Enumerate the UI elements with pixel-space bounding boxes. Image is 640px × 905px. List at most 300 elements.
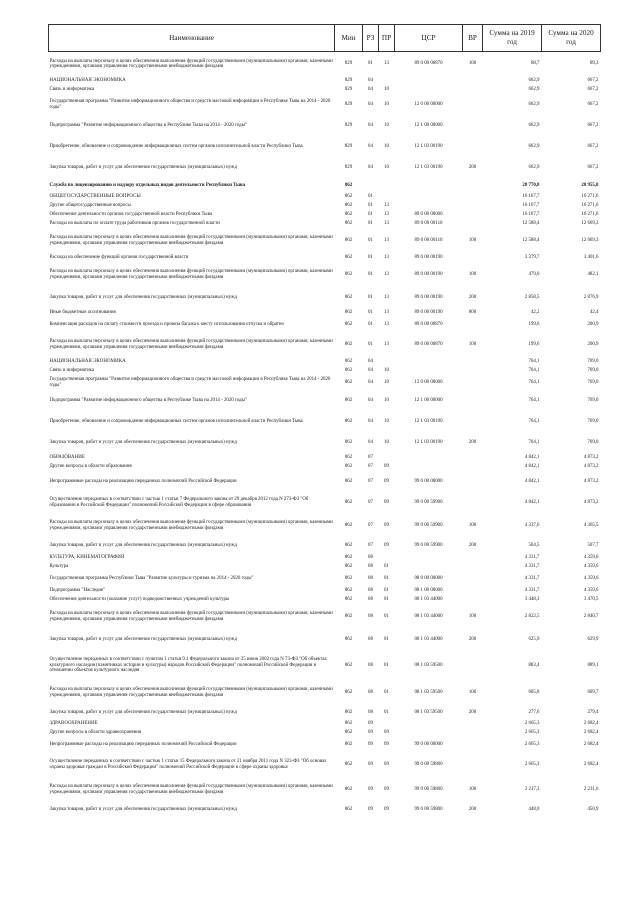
cell-sum-2020: 16 271,6 [581, 203, 599, 209]
cell-vr [463, 367, 483, 376]
cell-sum-2019: 764,1 [528, 359, 540, 365]
cell-pr: 13 [384, 310, 389, 316]
cell-rz: 01 [368, 322, 373, 328]
cell-csr: 12 1 00 00000 [414, 123, 443, 129]
cell-rz: 07 [368, 479, 373, 485]
header-row [49, 25, 601, 52]
cell-sum-2019: 4 331,7 [524, 564, 540, 570]
cell-min: 862 [344, 597, 353, 603]
cell-min: 862 [344, 762, 353, 768]
cell-csr: 99 0 00 59800 [414, 787, 443, 793]
cell-pr: 09 [384, 523, 389, 529]
cell-name: Государственная программа "Развитие информационного общества и средств массовой информации в Республике Тыва на 2014 - 2020 годы" [49, 377, 331, 388]
cell-name: Закупка товаров, работ и услуг для обеспечения государственных (муниципальных) нужд [49, 543, 237, 549]
cell-sum-2019: 12 588,4 [522, 221, 540, 227]
cell-sum-2019: 625,9 [528, 637, 540, 643]
table-row [49, 391, 601, 412]
cell-sum-2020: 769,0 [587, 419, 599, 425]
cell-rz: 08 [368, 690, 373, 696]
cell-name: Расходы на выплаты персоналу в целях обеспечения выполнения функций государственными (муниципальными) органами, казенными учреждениями, органами управления государственными внебюджетными фондами [49, 611, 333, 622]
cell-name: Культура [49, 564, 69, 570]
table-row [49, 86, 601, 95]
cell-min: 862 [344, 440, 353, 446]
cell-name: Государственная программа "Развитие информационного общества и средств массовой информации в Республике Тыва на 2014 - 2020 годы" [49, 99, 331, 110]
cell-rz: 08 [368, 662, 373, 668]
cell-sum-2019: 2 665,3 [524, 742, 540, 748]
cell-pr [379, 554, 395, 563]
table-row [49, 605, 601, 630]
cell-sum-2020: 507,7 [587, 543, 599, 549]
cell-sum-2019: 4 842,1 [524, 500, 540, 506]
cell-min: 862 [344, 730, 353, 736]
cell-vr [463, 391, 483, 412]
cell-min: 862 [344, 690, 353, 696]
cell-pr [379, 77, 395, 86]
cell-vr [463, 376, 483, 391]
cell-pr: 10 [384, 87, 389, 93]
cell-csr: 89 0 00 00870 [414, 322, 443, 328]
cell-vr [463, 596, 483, 605]
cell-sum-2019: 16 167,7 [522, 212, 540, 218]
cell-name: Другие вопросы в области образования [49, 464, 132, 470]
table-row [49, 493, 601, 514]
cell-csr [395, 358, 463, 367]
table-row [49, 318, 601, 333]
cell-name: Расходы на выплаты персоналу в целях обеспечения выполнения функций государственными (муниципальными) органами, казенными учреждениями, органами управления государственными внебюджетными фондами [49, 269, 333, 280]
cell-name: ОБЩЕГОСУДАРСТВЕННЫЕ ВОПРОСЫ [49, 194, 141, 200]
cell-min: 862 [344, 203, 353, 209]
header-csr: ЦСР [395, 25, 463, 52]
cell-vr: 200 [468, 165, 477, 171]
table-row [49, 651, 601, 681]
cell-name: Закупка товаров, работ и услуг для обеспечения государственных (муниципальных) нужд [49, 440, 237, 446]
cell-min: 862 [344, 310, 353, 316]
cell-sum-2019: 605,8 [528, 690, 540, 696]
cell-sum-2019: 4 337,6 [524, 523, 540, 529]
cell-csr: 08 1 00 00000 [414, 588, 443, 594]
cell-pr: 09 [384, 762, 389, 768]
table-row [49, 563, 601, 572]
cell-pr: 01 [384, 637, 389, 643]
cell-min: 862 [344, 272, 353, 278]
cell-min: 862 [344, 398, 353, 404]
cell-rz: 01 [368, 212, 373, 218]
cell-vr: 100 [468, 61, 477, 67]
cell-csr: 08 1 03 44000 [414, 597, 443, 603]
cell-min: 829 [344, 165, 353, 171]
cell-sum-2020: 2 876,9 [583, 295, 599, 301]
cell-name: Расходы на выплаты персоналу в целях обеспечения выполнения функций государственными (муниципальными) органами, казенными учреждениями, органами управления государственными внебюджетными фондами [49, 520, 333, 531]
cell-rz: 08 [368, 709, 373, 715]
cell-vr [463, 358, 483, 367]
cell-csr [395, 202, 463, 211]
cell-csr [395, 563, 463, 572]
cell-min: 862 [344, 295, 353, 301]
cell-pr: 10 [384, 440, 389, 446]
cell-min: 829 [344, 61, 353, 67]
cell-min: 829 [344, 123, 353, 129]
cell-sum-2020: 4 873,2 [583, 500, 599, 506]
cell-name: Компенсация расходов на оплату стоимости проезда и провоза багажа к месту использования отпуска и обратно [49, 322, 284, 328]
cell-csr: 08 0 00 00000 [414, 576, 443, 582]
table-row [49, 729, 601, 738]
cell-min: 862 [344, 742, 353, 748]
cell-vr [463, 202, 483, 211]
table-row [49, 706, 601, 720]
cell-csr [395, 193, 463, 202]
table-row [49, 116, 601, 137]
cell-vr [463, 116, 483, 137]
cell-min: 862 [344, 523, 353, 529]
cell-sum-2020: 4 359,6 [583, 564, 599, 570]
cell-sum-2019: 764,1 [528, 419, 540, 425]
cell-sum-2019: 4 842,1 [524, 479, 540, 485]
cell-vr [463, 179, 483, 193]
cell-pr [379, 358, 395, 367]
table-row [49, 630, 601, 651]
cell-pr [379, 454, 395, 463]
cell-sum-2020: 609,7 [587, 690, 599, 696]
header-pr: ПР [379, 25, 395, 52]
cell-vr [463, 753, 483, 778]
cell-min: 829 [344, 102, 353, 108]
cell-csr: 08 1 03 44000 [414, 637, 443, 643]
cell-min: 862 [344, 787, 353, 793]
cell-name: Осуществление переданных в соответствии с частью 1 статьи 7 Федерального закона от 29 декабря 2012 года N 273-ФЗ "Об образовании в Российской Федерации" полномочий Российской Федерации в сфере образования [49, 497, 309, 508]
cell-min: 862 [344, 721, 353, 727]
cell-min: 862 [344, 709, 353, 715]
cell-name: Подпрограмма "Развитие информационного общества в Республике Тыва на 2014 - 2020 годы" [49, 398, 247, 404]
cell-vr [463, 720, 483, 729]
table-row [49, 778, 601, 803]
cell-name: Расходы на обеспечение функций органов государственной власти [49, 255, 189, 261]
cell-rz: 04 [368, 78, 373, 84]
cell-rz: 01 [368, 295, 373, 301]
cell-pr: 09 [384, 464, 389, 470]
cell-name: Расходы на выплаты персоналу в целях обеспечения выполнения функций государственными (муниципальными) органами, казенными учреждениями, органами управления государственными внебюджетными фондами [49, 235, 333, 246]
table-row [49, 137, 601, 158]
cell-pr: 13 [384, 255, 389, 261]
cell-sum-2019: 199,6 [528, 342, 540, 348]
cell-sum-2020: 667,2 [587, 78, 599, 84]
cell-rz: 04 [368, 87, 373, 93]
cell-sum-2020: 629,9 [587, 637, 599, 643]
table-row [49, 463, 601, 472]
cell-sum-2020: 769,0 [587, 359, 599, 365]
cell-rz: 09 [368, 762, 373, 768]
cell-pr: 13 [384, 212, 389, 218]
cell-csr: 89 0 00 00870 [414, 342, 443, 348]
cell-rz: 04 [368, 102, 373, 108]
cell-csr [395, 729, 463, 738]
cell-vr [463, 220, 483, 229]
cell-pr: 09 [384, 742, 389, 748]
table-row [49, 333, 601, 358]
cell-name: Другие общегосударственные вопросы [49, 203, 131, 209]
cell-rz: 07 [368, 464, 373, 470]
cell-sum-2020: 279,4 [587, 709, 599, 715]
cell-sum-2019: 42,2 [530, 310, 540, 316]
cell-vr: 200 [468, 709, 477, 715]
cell-name: Служба по лицензированию и надзору отдельных видов деятельности Республики Тыва [49, 182, 246, 188]
cell-sum-2020: 4 873,2 [583, 464, 599, 470]
cell-csr [395, 720, 463, 729]
cell-pr: 01 [384, 588, 389, 594]
cell-min: 862 [344, 588, 353, 594]
cell-csr [395, 86, 463, 95]
cell-sum-2019: 883,4 [528, 662, 540, 668]
cell-min: 862 [344, 419, 353, 425]
cell-pr: 13 [384, 221, 389, 227]
cell-min: 862 [344, 212, 353, 218]
cell-name: Закупка товаров, работ и услуг для обеспечения государственных (муниципальных) нужд [49, 165, 237, 171]
cell-pr: 10 [384, 419, 389, 425]
cell-sum-2020: 3 401,6 [583, 255, 599, 261]
header-sum-2020: Сумма на 2020 год [542, 25, 601, 52]
header-min: Мин [335, 25, 363, 52]
cell-min: 862 [344, 221, 353, 227]
cell-vr [463, 137, 483, 158]
cell-vr: 800 [468, 310, 477, 316]
cell-pr: 10 [384, 368, 389, 374]
cell-csr: 89 0 00 00110 [414, 221, 443, 227]
cell-rz: 08 [368, 564, 373, 570]
cell-csr: 89 0 00 00870 [414, 61, 443, 67]
cell-csr: 99 0 00 59800 [414, 806, 443, 812]
cell-name: Обеспечение деятельности органов государственной власти Республики Тыва [49, 212, 213, 218]
cell-sum-2020: 4 359,6 [583, 576, 599, 582]
cell-sum-2019: 764,1 [528, 440, 540, 446]
cell-sum-2020: 2 682,4 [583, 762, 599, 768]
cell-rz: 01 [368, 203, 373, 209]
cell-rz: 01 [368, 61, 373, 67]
cell-sum-2020: 482,1 [587, 272, 599, 278]
cell-vr [463, 95, 483, 116]
cell-min: 862 [344, 322, 353, 328]
cell-min: 862 [344, 455, 353, 461]
cell-sum-2020: 2 682,4 [583, 730, 599, 736]
cell-rz: 09 [368, 806, 373, 812]
budget-table [48, 24, 601, 817]
cell-sum-2020: 12 669,3 [581, 238, 599, 244]
cell-sum-2020: 769,0 [587, 440, 599, 446]
cell-pr: 01 [384, 662, 389, 668]
cell-min: 862 [344, 238, 353, 244]
cell-sum-2020: 28 955,8 [581, 182, 599, 188]
cell-csr [395, 179, 463, 193]
cell-min: 862 [344, 576, 353, 582]
cell-rz: 04 [368, 144, 373, 150]
table-row [49, 554, 601, 563]
cell-sum-2019: 448,0 [528, 806, 540, 812]
cell-sum-2020: 4 873,2 [583, 455, 599, 461]
cell-pr: 09 [384, 479, 389, 485]
cell-rz: 04 [368, 123, 373, 129]
cell-sum-2020: 667,2 [587, 165, 599, 171]
table-row [49, 288, 601, 309]
cell-name: Иные бюджетные ассигнования [49, 310, 116, 316]
cell-name: Расходы на выплаты по оплате труда работников органов государственной власти [49, 221, 220, 227]
cell-min: 862 [344, 255, 353, 261]
cell-csr: 89 0 00 00190 [414, 310, 443, 316]
cell-rz: 01 [368, 255, 373, 261]
cell-min: 862 [344, 479, 353, 485]
cell-name: Осуществление переданных в соответствии с пунктом 1 статьи 9.1 Федерального закона от 25 июня 2002 года N 73-ФЗ "Об объектах культурного наследия (памятниках истории и культуры) народов Российской Федерации" полномочий Российской Федерации в отношении объектов культурного наследия [49, 657, 327, 674]
cell-rz: 07 [368, 523, 373, 529]
cell-vr [463, 729, 483, 738]
cell-rz: 01 [368, 238, 373, 244]
cell-name: Осуществление переданных в соответствии с частью 1 статьи 15 Федерального закона от 21 ноября 2011 года N 323-ФЗ "Об основах охраны здоровья граждан в Российской Федерации" полномочий Российской Федерации в сфере охраны здоровья [49, 759, 327, 770]
cell-pr: 01 [384, 576, 389, 582]
cell-csr: 89 0 00 00000 [414, 212, 443, 218]
cell-sum-2019: 764,1 [528, 398, 540, 404]
cell-min: 862 [344, 564, 353, 570]
cell-sum-2019: 28 770,8 [522, 182, 540, 188]
cell-sum-2019: 199,6 [528, 322, 540, 328]
cell-pr: 10 [384, 144, 389, 150]
cell-sum-2020: 3 470,5 [583, 597, 599, 603]
cell-vr [463, 193, 483, 202]
cell-pr: 13 [384, 342, 389, 348]
cell-sum-2020: 667,2 [587, 102, 599, 108]
table-row [49, 179, 601, 193]
cell-vr [463, 86, 483, 95]
cell-rz: 09 [368, 721, 373, 727]
cell-min: 862 [344, 194, 353, 200]
table-row [49, 587, 601, 596]
cell-name: НАЦИОНАЛЬНАЯ ЭКОНОМИКА [49, 359, 126, 365]
table-row [49, 472, 601, 493]
cell-sum-2020: 2 682,4 [583, 721, 599, 727]
cell-pr [379, 193, 395, 202]
cell-sum-2020: 889,1 [587, 662, 599, 668]
table-row [49, 803, 601, 817]
cell-csr: 08 1 03 44000 [414, 614, 443, 620]
cell-rz: 07 [368, 455, 373, 461]
cell-sum-2019: 2 665,3 [524, 721, 540, 727]
cell-rz: 01 [368, 342, 373, 348]
cell-csr [395, 454, 463, 463]
cell-sum-2019: 764,1 [528, 380, 540, 386]
table-row [49, 514, 601, 539]
cell-pr: 09 [384, 500, 389, 506]
cell-rz: 08 [368, 576, 373, 582]
cell-name: Расходы на выплаты персоналу в целях обеспечения выполнения функций государственными (муниципальными) органами, казенными учреждениями, органами управления государственными внебюджетными фондами [49, 339, 333, 350]
cell-sum-2020: 667,2 [587, 87, 599, 93]
table-row [49, 77, 601, 86]
cell-vr [463, 318, 483, 333]
cell-csr [395, 367, 463, 376]
cell-vr: 200 [468, 543, 477, 549]
cell-min: 862 [344, 637, 353, 643]
cell-name: Приобретение, обновление и сопровождение информационных систем органов исполнительной власти Республики Тыва [49, 144, 303, 150]
cell-csr: 99 0 00 59900 [414, 500, 443, 506]
table-row [49, 454, 601, 463]
cell-rz: 04 [368, 359, 373, 365]
cell-sum-2019: 4 331,7 [524, 576, 540, 582]
cell-sum-2019: 2 665,3 [524, 762, 540, 768]
cell-pr: 10 [384, 102, 389, 108]
cell-sum-2019: 662,9 [528, 78, 540, 84]
cell-name: Приобретение, обновление и сопровождение информационных систем органов исполнительной власти Республики Тыва [49, 419, 303, 425]
cell-name: Государственная программа Республики Тыва "Развитие культуры и туризма на 2014 - 2020 годы" [49, 576, 254, 582]
cell-rz: 07 [368, 543, 373, 549]
header-rz: РЗ [363, 25, 379, 52]
cell-csr: 12 1 03 00190 [414, 165, 443, 171]
cell-min: 862 [344, 806, 353, 812]
cell-vr: 100 [468, 272, 477, 278]
table-row [49, 95, 601, 116]
cell-vr: 100 [468, 690, 477, 696]
cell-sum-2020: 4 359,6 [583, 555, 599, 561]
cell-name: КУЛЬТУРА, КИНЕМАТОГРАФИЯ [49, 555, 125, 561]
cell-sum-2020: 2 682,4 [583, 742, 599, 748]
cell-pr: 01 [384, 690, 389, 696]
cell-rz: 07 [368, 500, 373, 506]
cell-rz: 04 [368, 380, 373, 386]
cell-vr [463, 211, 483, 220]
cell-vr: 200 [468, 295, 477, 301]
table-body [49, 52, 601, 817]
table-row [49, 193, 601, 202]
cell-csr: 12 1 03 00190 [414, 144, 443, 150]
table-row [49, 220, 601, 229]
cell-sum-2020: 769,0 [587, 398, 599, 404]
cell-name: Подпрограмма "Развитие информационного общества в Республике Тыва на 2014 - 2020 годы" [49, 123, 247, 129]
cell-pr: 10 [384, 123, 389, 129]
cell-sum-2020: 12 669,3 [581, 221, 599, 227]
cell-pr: 13 [384, 203, 389, 209]
cell-vr [463, 493, 483, 514]
cell-name: НАЦИОНАЛЬНАЯ ЭКОНОМИКА [49, 78, 126, 84]
cell-sum-2019: 88,7 [530, 61, 540, 67]
table-row [49, 433, 601, 454]
cell-csr: 89 0 00 00110 [414, 238, 443, 244]
cell-pr [379, 179, 395, 193]
cell-sum-2019: 662,9 [528, 123, 540, 129]
cell-csr: 89 0 00 00190 [414, 272, 443, 278]
cell-rz: 09 [368, 787, 373, 793]
cell-csr: 12 0 00 00000 [414, 380, 443, 386]
cell-min: 862 [344, 380, 353, 386]
table-row [49, 539, 601, 554]
table-row [49, 720, 601, 729]
cell-csr [395, 463, 463, 472]
table-row [49, 596, 601, 605]
header-name: Наименование [49, 25, 335, 52]
cell-vr [463, 563, 483, 572]
cell-rz: 09 [368, 742, 373, 748]
cell-csr: 08 1 03 59500 [414, 690, 443, 696]
cell-vr [463, 77, 483, 86]
cell-rz: 08 [368, 588, 373, 594]
cell-min: 862 [344, 500, 353, 506]
cell-sum-2019: 4 331,7 [524, 588, 540, 594]
cell-pr: 10 [384, 398, 389, 404]
cell-rz: 01 [368, 194, 373, 200]
cell-min: 829 [344, 144, 353, 150]
cell-pr: 13 [384, 238, 389, 244]
cell-min: 862 [344, 543, 353, 549]
cell-csr: 12 1 00 00000 [414, 398, 443, 404]
cell-vr [463, 454, 483, 463]
cell-pr: 01 [384, 597, 389, 603]
table-row [49, 572, 601, 587]
table-row [49, 681, 601, 706]
cell-rz: 08 [368, 555, 373, 561]
cell-csr: 08 1 03 59500 [414, 662, 443, 668]
cell-sum-2019: 2 858,5 [524, 295, 540, 301]
